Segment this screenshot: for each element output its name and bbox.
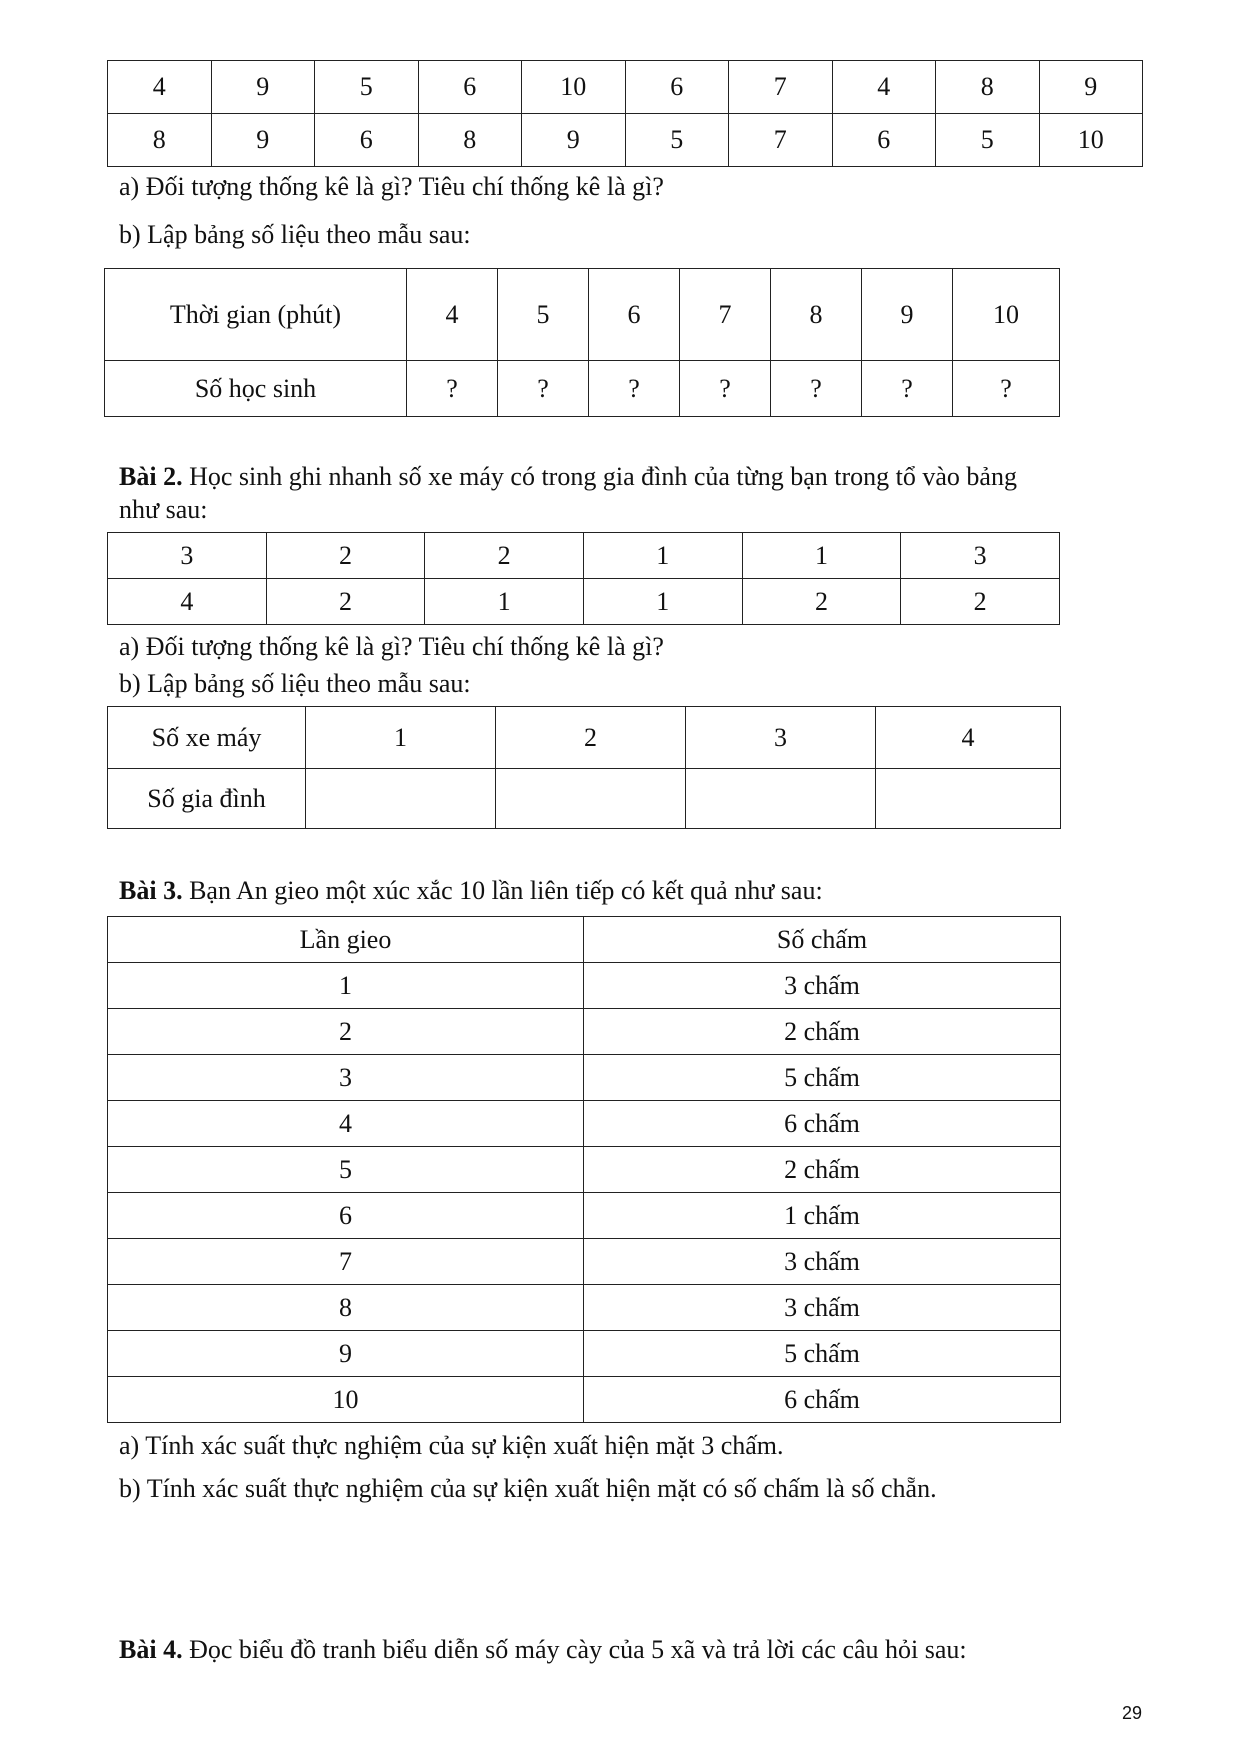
header-dots: Số chấm <box>584 917 1061 963</box>
table-cell: 4 <box>108 579 267 625</box>
dots-result-cell: 3 chấm <box>584 963 1061 1009</box>
family-count-cell <box>496 769 686 829</box>
table-cell: 6 <box>418 61 522 114</box>
table-cell: 9 <box>211 61 315 114</box>
table-cell: 6 <box>832 114 936 167</box>
dots-result-cell: 5 chấm <box>584 1055 1061 1101</box>
table-cell: 10 <box>1039 114 1143 167</box>
table-row <box>108 1009 1061 1055</box>
row-label-motorbikes: Số xe máy <box>108 707 306 769</box>
table-cell: 3 <box>108 533 267 579</box>
table-cell: 5 <box>936 114 1040 167</box>
table-cell: 5 <box>625 114 729 167</box>
time-value-cell: 9 <box>862 269 953 361</box>
dots-result-cell: 1 chấm <box>584 1193 1061 1239</box>
throw-number-cell: 7 <box>108 1239 584 1285</box>
family-count-cell <box>306 769 496 829</box>
table-row <box>108 963 1061 1009</box>
student-count-cell: ? <box>498 361 589 417</box>
header-throw: Lần gieo <box>108 917 584 963</box>
family-count-cell <box>876 769 1061 829</box>
throw-number-cell: 2 <box>108 1009 584 1055</box>
throw-number-cell: 8 <box>108 1285 584 1331</box>
bai2-template-table <box>107 706 1061 829</box>
table-row <box>108 1101 1061 1147</box>
bai4-title: Bài 4. <box>119 1635 183 1664</box>
dots-result-cell: 5 chấm <box>584 1331 1061 1377</box>
time-value-cell: 10 <box>953 269 1060 361</box>
bai1-question-b: b) Lập bảng số liệu theo mẫu sau: <box>119 220 471 249</box>
table-row <box>108 1239 1061 1285</box>
table-cell: 6 <box>315 114 419 167</box>
table-cell: 4 <box>108 61 212 114</box>
bai4-intro <box>119 1635 967 1665</box>
throw-number-cell: 4 <box>108 1101 584 1147</box>
table-cell: 2 <box>266 579 425 625</box>
table-row <box>108 579 1060 625</box>
time-value-cell: 6 <box>589 269 680 361</box>
student-count-cell: ? <box>407 361 498 417</box>
table-cell: 1 <box>583 579 742 625</box>
bai2-intro-text: Học sinh ghi nhanh số xe máy có trong gia đình của từng bạn trong tổ vào bảng <box>182 462 1017 491</box>
table-cell: 10 <box>522 61 626 114</box>
row-label-students: Số học sinh <box>105 361 407 417</box>
bai3-question-a: a) Tính xác suất thực nghiệm của sự kiện xuất hiện mặt 3 chấm. <box>119 1431 784 1460</box>
student-count-cell: ? <box>680 361 771 417</box>
table-cell: 2 <box>742 579 901 625</box>
dots-result-cell: 3 chấm <box>584 1285 1061 1331</box>
time-value-cell: 7 <box>680 269 771 361</box>
table-cell: 2 <box>901 579 1060 625</box>
bai2-question-b: b) Lập bảng số liệu theo mẫu sau: <box>119 669 471 698</box>
dots-result-cell: 3 chấm <box>584 1239 1061 1285</box>
table-row <box>108 1055 1061 1101</box>
time-value-cell: 4 <box>407 269 498 361</box>
table-cell: 7 <box>729 114 833 167</box>
table-row <box>108 1377 1061 1423</box>
table-row <box>108 1147 1061 1193</box>
bai2-data-table <box>107 532 1060 625</box>
table-cell: 8 <box>936 61 1040 114</box>
table-cell: 1 <box>425 579 584 625</box>
throw-number-cell: 5 <box>108 1147 584 1193</box>
table-cell: 8 <box>418 114 522 167</box>
throw-number-cell: 3 <box>108 1055 584 1101</box>
bai1-data-table <box>107 60 1143 167</box>
bai4-intro-text: Đọc biểu đồ tranh biểu diễn số máy cày của 5 xã và trả lời các câu hỏi sau: <box>182 1635 967 1664</box>
table-row <box>108 1285 1061 1331</box>
table-cell: 5 <box>315 61 419 114</box>
bai2-intro-line2: như sau: <box>119 495 208 524</box>
throw-number-cell: 10 <box>108 1377 584 1423</box>
motorbike-count-cell: 4 <box>876 707 1061 769</box>
student-count-cell: ? <box>953 361 1060 417</box>
time-value-cell: 5 <box>498 269 589 361</box>
motorbike-count-cell: 3 <box>686 707 876 769</box>
table-cell: 4 <box>832 61 936 114</box>
throw-number-cell: 1 <box>108 963 584 1009</box>
bai2-intro-line1 <box>119 462 1017 492</box>
row-label-families: Số gia đình <box>108 769 306 829</box>
table-cell: 1 <box>742 533 901 579</box>
bai1-template-table <box>104 268 1060 417</box>
table-cell: 9 <box>211 114 315 167</box>
table-cell: 9 <box>522 114 626 167</box>
motorbike-count-cell: 2 <box>496 707 686 769</box>
bai3-intro-text: Bạn An gieo một xúc xắc 10 lần liên tiếp có kết quả như sau: <box>182 876 823 905</box>
bai2-title: Bài 2. <box>119 462 183 491</box>
table-row <box>108 533 1060 579</box>
dots-result-cell: 6 chấm <box>584 1377 1061 1423</box>
student-count-cell: ? <box>589 361 680 417</box>
dots-result-cell: 2 chấm <box>584 1147 1061 1193</box>
bai1-question-a: a) Đối tượng thống kê là gì? Tiêu chí thống kê là gì? <box>119 172 664 201</box>
table-cell: 7 <box>729 61 833 114</box>
table-cell: 8 <box>108 114 212 167</box>
student-count-cell: ? <box>862 361 953 417</box>
bai3-question-b: b) Tính xác suất thực nghiệm của sự kiện xuất hiện mặt có số chấm là số chẵn. <box>119 1474 937 1503</box>
table-cell: 3 <box>901 533 1060 579</box>
bai2-question-a: a) Đối tượng thống kê là gì? Tiêu chí thống kê là gì? <box>119 632 664 661</box>
student-count-cell: ? <box>771 361 862 417</box>
motorbike-count-cell: 1 <box>306 707 496 769</box>
table-cell: 6 <box>625 61 729 114</box>
table-cell: 2 <box>266 533 425 579</box>
table-cell: 1 <box>583 533 742 579</box>
throw-number-cell: 9 <box>108 1331 584 1377</box>
time-value-cell: 8 <box>771 269 862 361</box>
table-cell: 9 <box>1039 61 1143 114</box>
bai3-dice-table <box>107 916 1061 1423</box>
bai3-title: Bài 3. <box>119 876 183 905</box>
table-row <box>108 114 1143 167</box>
family-count-cell <box>686 769 876 829</box>
table-cell: 2 <box>425 533 584 579</box>
bai3-intro <box>119 876 823 906</box>
table-row <box>108 61 1143 114</box>
dots-result-cell: 6 chấm <box>584 1101 1061 1147</box>
table-row <box>108 1331 1061 1377</box>
throw-number-cell: 6 <box>108 1193 584 1239</box>
row-label-time: Thời gian (phút) <box>105 269 407 361</box>
dots-result-cell: 2 chấm <box>584 1009 1061 1055</box>
table-row <box>108 1193 1061 1239</box>
page-number: 29 <box>1122 1703 1143 1723</box>
